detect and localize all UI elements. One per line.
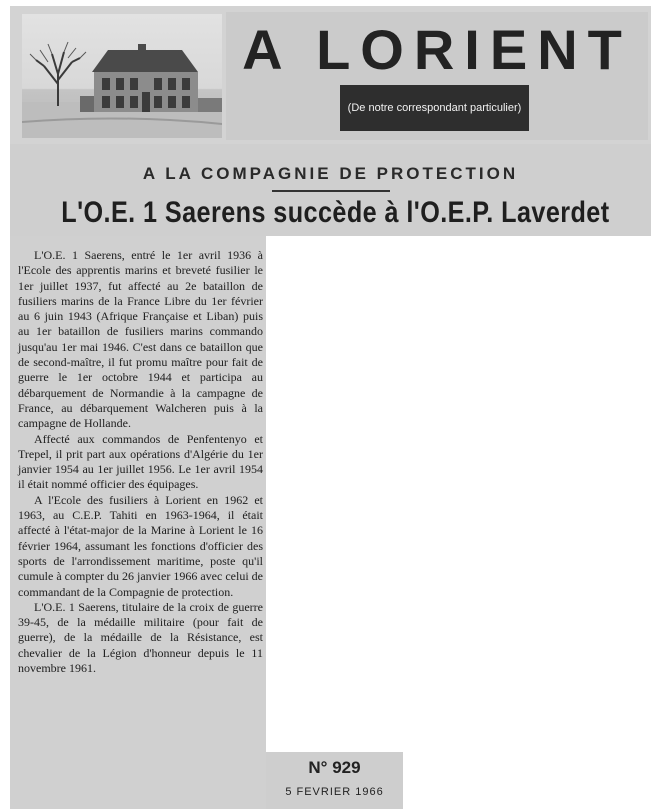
divider — [272, 190, 390, 192]
paragraph: Affecté aux commandos de Penfentenyo et Trepel, il prit part aux opérations d'Algérie du 1er janvier 1954 au 1er juillet 1956. Le 1er avril 1954 il était nommé officier des équipages. — [18, 431, 263, 492]
issue-number: N° 929 — [308, 758, 361, 777]
building-photo — [22, 14, 222, 138]
issue-box — [266, 752, 403, 809]
headline: L'O.E. 1 Saerens succède à l'O.E.P. Laverdet — [61, 196, 610, 229]
article-body — [18, 248, 263, 676]
article-column — [10, 236, 266, 809]
kicker: A LA COMPAGNIE DE PROTECTION — [142, 164, 519, 183]
title-box — [226, 12, 648, 140]
header-block — [10, 6, 651, 144]
byline-box: (De notre correspondant particulier) — [340, 85, 529, 131]
issue-date: 5 FEVRIER 1966 — [285, 786, 384, 798]
paragraph: A l'Ecole des fusiliers à Lorient en 1962 et 1963, au C.E.P. Tahiti en 1963-1964, il était affecté à l'état-major de la Marine à Lorient le 16 février 1964, assumant les fonctions d'officier des sports de l'arrondissement maritime, poste qu'il cumule à compter du 26 janvier 1966 avec celui de commandant de la Compagnie de protection. — [18, 492, 263, 599]
headline-band — [10, 144, 651, 236]
paragraph: L'O.E. 1 Saerens, entré le 1er avril 1936 à l'Ecole des apprentis marins et breveté fusilier le 1er juillet 1937, fut affecté au 2e bataillon de fusiliers marins de la France Libre du 1er février au 6 juin 1943 (Afrique Française et Liban) puis au 1er bataillon de fusiliers marins commando jusqu'au 1er mai 1946. C'est dans ce bataillon que de second-maître, il fut promu maître pour fait de guerre le 1er octobre 1944 et participa au débarquement de Normandie à la campagne de France, au débarquement Walcheren puis à la campagne de Hollande. — [18, 248, 263, 431]
city-title: A LORIENT — [242, 18, 632, 81]
paragraph: L'O.E. 1 Saerens, titulaire de la croix de guerre 39-45, de la médaille militaire (pour fait de guerre), de la médaille de la Résistance, est chevalier de la Légion d'honneur depuis le 11 novembre 1961. — [18, 599, 263, 676]
